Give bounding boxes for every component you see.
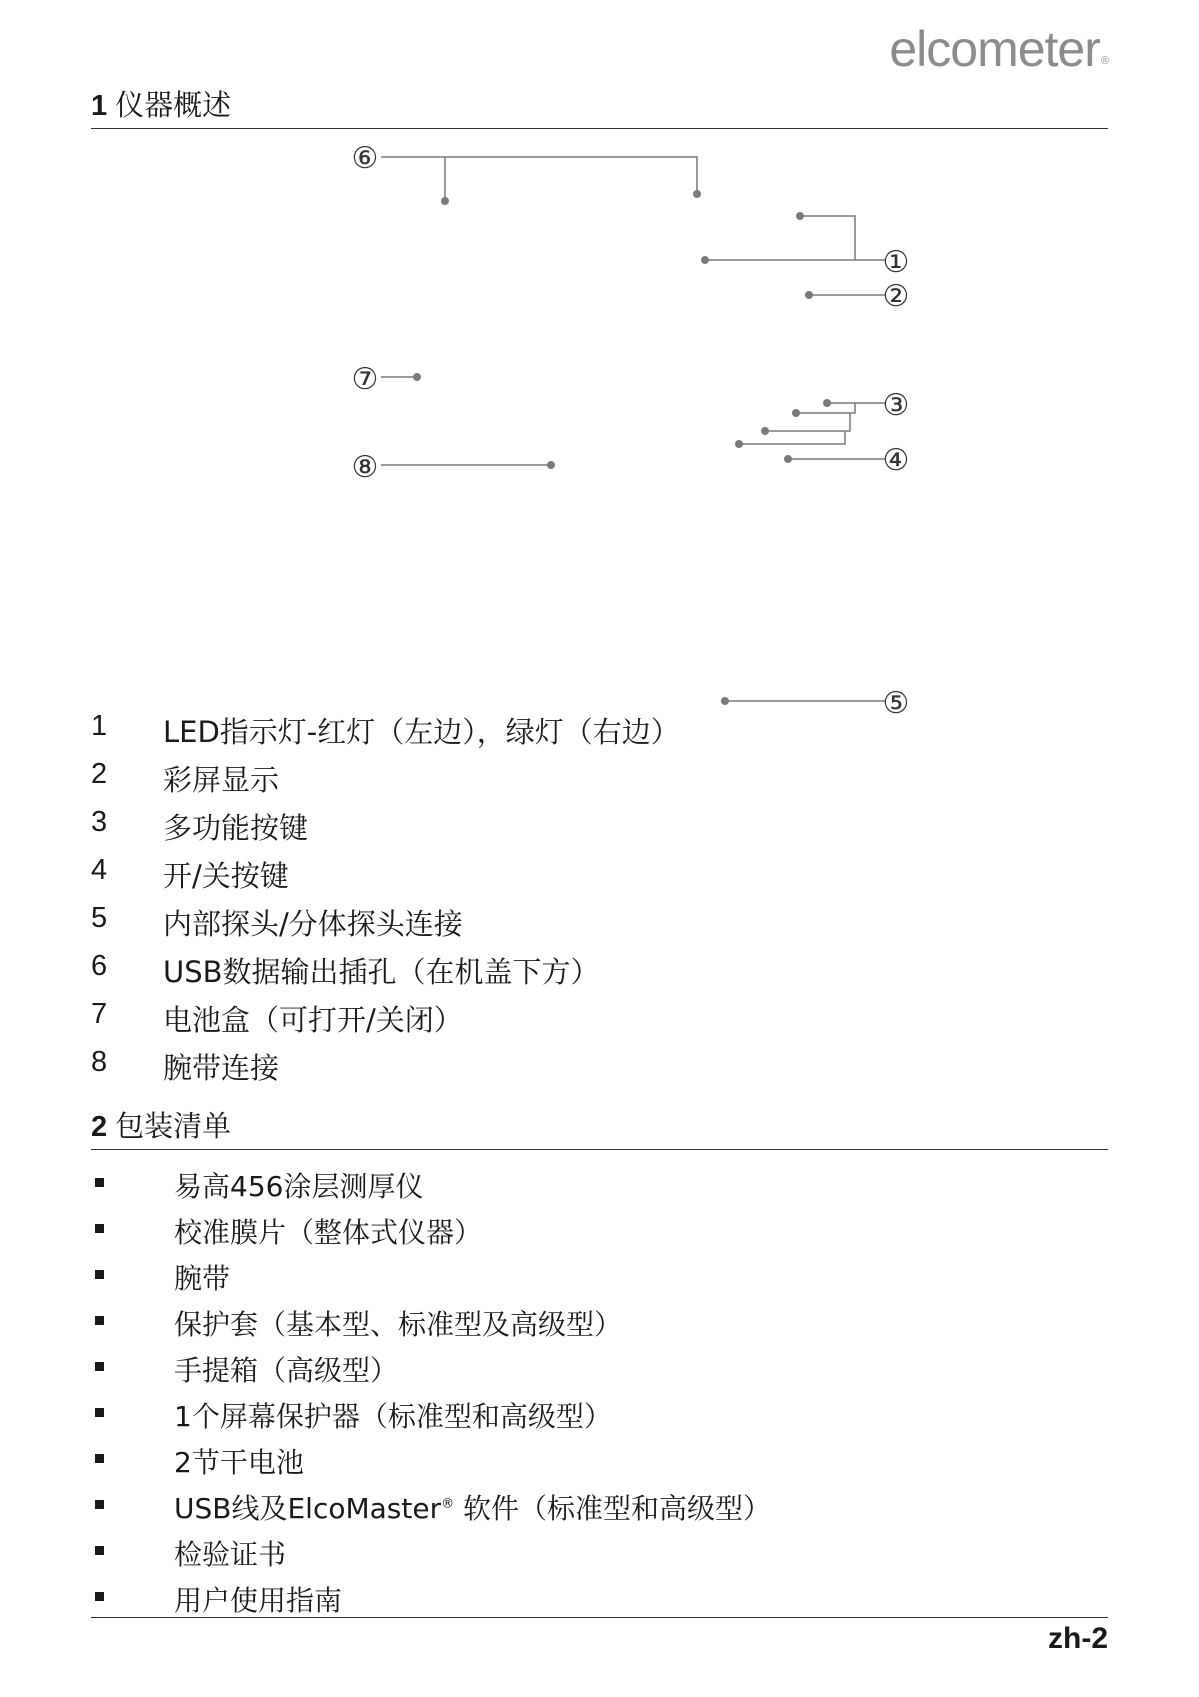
legend-number: 4 (91, 854, 108, 886)
callout-6-dot-a (441, 197, 449, 205)
list-item-text (174, 1487, 771, 1527)
legend-text: 彩屏显示 (163, 763, 280, 797)
legend-text: 多功能按键 (163, 811, 309, 845)
legend-text: 开/关按键 (163, 859, 289, 893)
section-2-number: 2 (91, 1111, 108, 1143)
usb-cable-text: USB线及ElcoMaster (174, 1492, 442, 1525)
legend-number: 1 (91, 710, 108, 742)
legend-number: 6 (91, 950, 108, 982)
legend-text: USB数据输出插孔（在机盖下方） (163, 955, 600, 989)
legend-text: 腕带连接 (163, 1051, 280, 1085)
bullet-icon (95, 1178, 104, 1187)
brand-name: elcometer (889, 21, 1100, 77)
callout-3-dot-b (792, 409, 800, 417)
callout-6-dot-b (693, 190, 701, 198)
list-item-text: 1个屏幕保护器（标准型和高级型） (174, 1400, 612, 1433)
callout-1-branch (800, 216, 855, 260)
list-item-text: 用户使用指南 (174, 1584, 343, 1617)
legend-text: 内部探头/分体探头连接 (163, 907, 463, 941)
legend-number: 7 (91, 998, 108, 1030)
bullet-icon (95, 1592, 104, 1601)
registered-mark: ® (441, 1496, 455, 1512)
bullet-icon (95, 1224, 104, 1233)
list-item-text: 手提箱（高级型） (174, 1354, 399, 1387)
list-item-text: 保护套（基本型、标准型及高级型） (174, 1308, 623, 1341)
callout-1-label: ① (882, 245, 910, 280)
legend-number: 3 (91, 806, 108, 838)
section-1-title: 仪器概述 (115, 88, 232, 122)
bullet-icon (95, 1270, 104, 1279)
callout-3-branch-b (765, 413, 850, 431)
callout-3-branch-c (739, 431, 845, 444)
page-number: zh-2 (1048, 1622, 1108, 1655)
list-item-text: 腕带 (174, 1262, 231, 1295)
legend-number: 2 (91, 758, 108, 790)
callout-4-label: ④ (882, 443, 910, 478)
instrument-callout-diagram (0, 0, 1199, 720)
callout-5-dot (721, 697, 729, 705)
bullet-icon (95, 1454, 104, 1463)
callout-3-dot-a (823, 399, 831, 407)
callout-3-label: ③ (882, 388, 910, 423)
section-2-title: 包装清单 (115, 1109, 232, 1143)
bullet-icon (95, 1546, 104, 1555)
callout-8-label: ⑧ (351, 450, 379, 485)
footer-divider (91, 1617, 1108, 1618)
callout-6-label: ⑥ (351, 141, 379, 176)
callout-5-label: ⑤ (882, 686, 910, 720)
bullet-icon (95, 1362, 104, 1371)
legend-text: 电池盒（可打开/关闭） (163, 1003, 463, 1037)
registered-mark: ® (1100, 55, 1108, 67)
callout-6-leader (381, 157, 697, 193)
callout-2-dot (805, 291, 813, 299)
bullet-icon (95, 1500, 104, 1509)
legend-number: 5 (91, 902, 108, 934)
list-item-text: 2节干电池 (174, 1446, 304, 1479)
section-2-heading (91, 1106, 1108, 1150)
list-item-text: 易高456涂层测厚仪 (174, 1170, 424, 1203)
list-item-text: 校准膜片（整体式仪器） (174, 1216, 483, 1249)
callout-1-dot-b (701, 256, 709, 264)
callout-7-label: ⑦ (351, 362, 379, 397)
legend-text: LED指示灯-红灯（左边），绿灯（右边） (163, 715, 680, 749)
section-1-number: 1 (91, 90, 108, 122)
callout-3-dot-c (761, 427, 769, 435)
list-item-text: 检验证书 (174, 1538, 287, 1571)
callout-8-dot (547, 461, 555, 469)
callout-4-dot (784, 455, 792, 463)
bullet-icon (95, 1316, 104, 1325)
callout-1-dot-a (796, 212, 804, 220)
callout-7-dot (413, 373, 421, 381)
bullet-icon (95, 1408, 104, 1417)
software-text: 软件（标准型和高级型） (454, 1492, 772, 1525)
legend-number: 8 (91, 1046, 108, 1078)
callout-3-dot-d (735, 440, 743, 448)
callout-2-label: ② (882, 279, 910, 314)
